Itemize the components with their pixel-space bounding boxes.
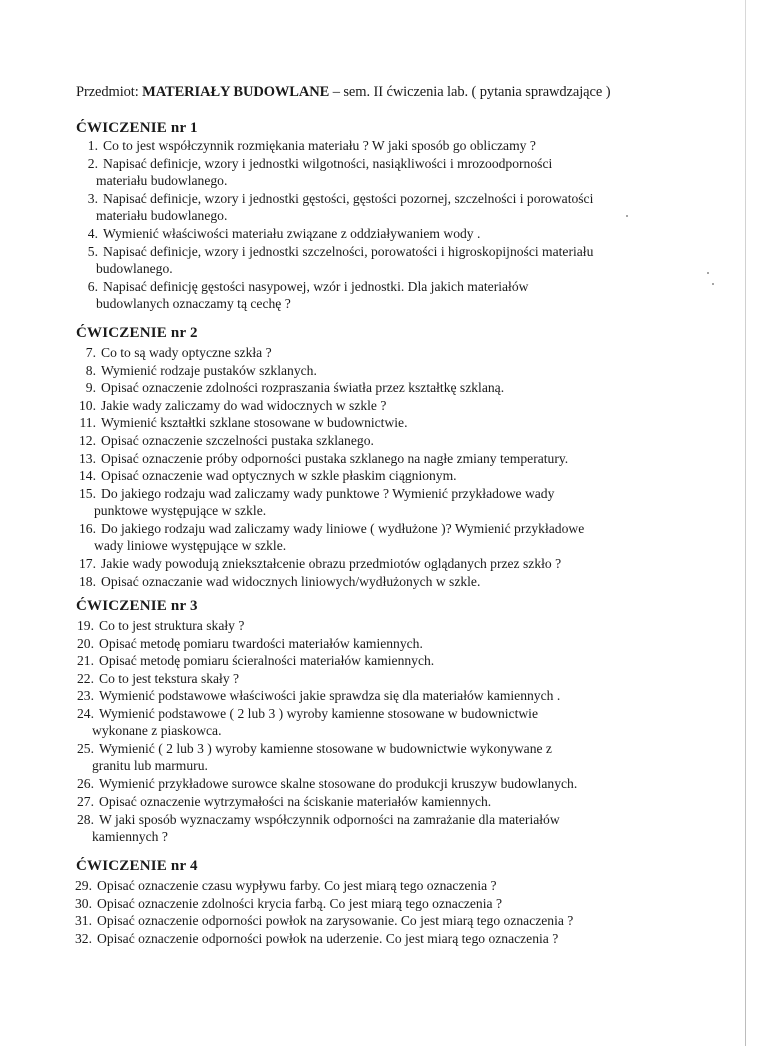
question-text: Opisać oznaczenie wad optycznych w szkle płaskim ciągnionym. <box>101 468 457 484</box>
question-text: Wymienić właściwości materiału związane z oddziaływaniem wody . <box>103 226 481 241</box>
question-number: 10. <box>79 397 96 413</box>
question-item <box>78 573 480 590</box>
question-text-continued: budowlanego. <box>96 260 173 276</box>
question-text: W jaki sposób wyznaczamy współczynnik odporności na zamrażanie dla materiałów <box>99 811 560 827</box>
question-text-continued: materiału budowlanego. <box>96 207 228 223</box>
question-item <box>80 225 480 242</box>
question-number: 2. <box>87 155 98 171</box>
question-text: Opisać oznaczanie wad widocznych liniowych/wydłużonych w szkle. <box>101 573 481 589</box>
question-item <box>76 793 491 810</box>
question-text: Napisać definicje, wzory i jednostki szczelności, porowatości i higroskopijności materiału <box>103 243 594 259</box>
question-number: 27. <box>77 794 94 809</box>
question-item <box>76 670 239 687</box>
question-text: Opisać oznaczenie szczelności pustaka szklanego. <box>101 433 374 448</box>
question-number: 17. <box>79 556 96 572</box>
question-number: 19. <box>77 618 94 633</box>
question-number: 24. <box>77 706 94 721</box>
question-item <box>76 652 434 669</box>
question-item <box>78 450 568 467</box>
question-item <box>78 432 374 449</box>
question-number: 9. <box>85 380 96 396</box>
document-header <box>76 84 716 101</box>
question-number: 31. <box>75 913 92 929</box>
question-number: 8. <box>85 362 96 378</box>
question-text-continued: kamiennych ? <box>92 828 168 844</box>
section-title: ĆWICZENIE nr 2 <box>76 325 198 341</box>
question-text: Wymienić ( 2 lub 3 ) wyroby kamienne stosowane w budownictwie wykonywane z <box>99 741 552 757</box>
question-number: 20. <box>77 635 94 651</box>
question-number: 32. <box>75 930 92 946</box>
question-number: 5. <box>87 243 98 259</box>
question-item <box>78 344 272 361</box>
question-text: Opisać oznaczenie odporności powłok na uderzenie. Co jest miarą tego oznaczenia ? <box>97 930 559 946</box>
question-item <box>74 930 558 947</box>
question-text: Jakie wady zaliczamy do wad widocznych w szkle ? <box>101 397 387 413</box>
header-subject: MATERIAŁY BUDOWLANE <box>142 84 330 100</box>
question-number: 30. <box>75 895 92 911</box>
question-item <box>78 414 407 431</box>
header-suffix: – sem. II ćwiczenia lab. ( pytania sprawdzające ) <box>329 84 611 100</box>
question-text: Do jakiego rodzaju wad zaliczamy wady punktowe ? Wymienić przykładowe wady <box>101 485 555 501</box>
question-item <box>76 687 560 704</box>
question-item <box>76 635 423 652</box>
question-item <box>76 705 538 739</box>
question-number: 22. <box>77 670 94 686</box>
question-item <box>76 617 244 634</box>
question-text: Opisać oznaczenie odporności powłok na zarysowanie. Co jest miarą tego oznaczenia ? <box>97 913 574 929</box>
question-number: 21. <box>77 653 94 669</box>
question-text: Wymienić przykładowe surowce skalne stosowane do produkcji kruszyw budowlanych. <box>99 776 578 792</box>
question-number: 6. <box>87 278 98 294</box>
scan-speck <box>707 272 709 274</box>
question-item <box>80 190 593 224</box>
question-text-continued: granitu lub marmuru. <box>92 758 208 774</box>
scan-speck <box>712 283 714 285</box>
question-number: 28. <box>77 811 94 827</box>
question-text: Wymienić rodzaje pustaków szklanych. <box>101 362 317 378</box>
question-text: Napisać definicje, wzory i jednostki wilgotności, nasiąkliwości i mrozoodporności <box>103 155 553 171</box>
question-number: 3. <box>87 190 98 206</box>
question-text: Do jakiego rodzaju wad zaliczamy wady liniowe ( wydłużone )? Wymienić przykładowe <box>101 521 585 536</box>
question-text: Napisać definicje, wzory i jednostki gęstości, gęstości pozornej, szczelności i porowatości <box>103 190 594 206</box>
question-item <box>80 278 528 312</box>
question-number: 26. <box>77 776 94 792</box>
question-text: Co to jest struktura skały ? <box>99 618 245 633</box>
question-text: Wymienić podstawowe ( 2 lub 3 ) wyroby kamienne stosowane w budownictwie <box>99 706 538 721</box>
question-item <box>78 520 584 554</box>
question-number: 29. <box>75 878 92 893</box>
question-number: 12. <box>79 433 96 448</box>
question-item <box>74 912 573 929</box>
question-text: Jakie wady powodują zniekształcenie obrazu przedmiotów oglądanych przez szkło ? <box>101 556 562 572</box>
question-number: 13. <box>79 450 96 466</box>
section-title: ĆWICZENIE nr 3 <box>76 598 198 614</box>
question-number: 23. <box>77 688 94 704</box>
question-text-continued: materiału budowlanego. <box>96 172 228 188</box>
question-text: Co to jest tekstura skały ? <box>99 670 240 686</box>
question-text: Opisać metodę pomiaru twardości materiałów kamiennych. <box>99 635 423 651</box>
header-prefix: Przedmiot: <box>76 84 143 100</box>
question-item <box>76 740 552 774</box>
question-item <box>74 877 497 894</box>
question-item <box>76 811 560 845</box>
question-item <box>80 137 536 154</box>
question-number: 1. <box>87 138 98 153</box>
question-text-continued: budowlanych oznaczamy tą cechę ? <box>96 295 291 311</box>
question-text-continued: wady liniowe występujące w szkle. <box>94 538 287 553</box>
question-item <box>78 379 504 396</box>
question-text-continued: punktowe występujące w szkle. <box>94 502 267 518</box>
section-title: ĆWICZENIE nr 4 <box>76 858 198 874</box>
question-text: Opisać metodę pomiaru ścieralności materiałów kamiennych. <box>99 653 435 669</box>
question-number: 4. <box>87 226 98 241</box>
question-item <box>74 895 502 912</box>
scan-speck <box>626 215 628 217</box>
question-text: Opisać oznaczenie zdolności krycia farbą. Co jest miarą tego oznaczenia ? <box>97 895 502 911</box>
question-text: Opisać oznaczenie wytrzymałości na ściskanie materiałów kamiennych. <box>99 794 492 809</box>
question-text: Co to jest współczynnik rozmiękania materiału ? W jaki sposób go obliczamy ? <box>103 138 536 153</box>
question-text: Opisać oznaczenie zdolności rozpraszania światła przez kształtkę szklaną. <box>101 380 505 396</box>
question-item <box>78 555 561 572</box>
section-title: ĆWICZENIE nr 1 <box>76 120 198 136</box>
question-text: Co to są wady optyczne szkła ? <box>101 345 272 360</box>
question-number: 18. <box>79 573 96 589</box>
question-number: 11. <box>79 415 96 431</box>
question-number: 16. <box>79 521 96 536</box>
question-item <box>78 397 386 414</box>
question-item <box>80 155 552 189</box>
question-item <box>78 485 554 519</box>
question-text: Opisać oznaczenie próby odporności pustaka szklanego na nagłe zmiany temperatury. <box>101 450 569 466</box>
question-item <box>76 775 577 792</box>
question-text: Wymienić podstawowe właściwości jakie sprawdza się dla materiałów kamiennych . <box>99 688 561 704</box>
question-number: 14. <box>79 468 96 484</box>
scan-edge <box>745 0 746 1046</box>
question-text: Wymienić kształtki szklane stosowane w budownictwie. <box>101 415 408 431</box>
question-number: 25. <box>77 741 94 757</box>
question-number: 15. <box>79 485 96 501</box>
question-text-continued: wykonane z piaskowca. <box>92 723 222 738</box>
question-item <box>78 467 457 484</box>
question-item <box>80 243 593 277</box>
question-item <box>78 362 317 379</box>
question-text: Napisać definicję gęstości nasypowej, wzór i jednostki. Dla jakich materiałów <box>103 278 529 294</box>
question-number: 7. <box>85 345 96 360</box>
question-text: Opisać oznaczenie czasu wypływu farby. Co jest miarą tego oznaczenia ? <box>97 878 497 893</box>
